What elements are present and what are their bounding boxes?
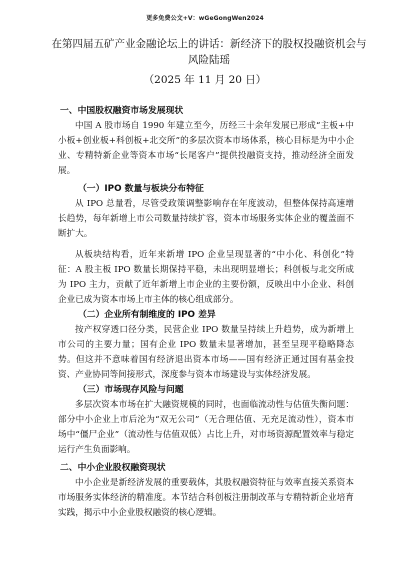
paragraph-s1-2-1: 按产权穿透口径分类，民营企业 IPO 数量呈持续上升趋势，成为新增上市公司的主要力量；国有企业 IPO 数量未显著增加，甚至呈现平稳略降态势。但这并不意味着国有经济退出资本市场——国有经济正通过国有基金投资、产业协同等间接形式，深度参与资本市场建设与实体经济发展。	[58, 325, 354, 380]
paragraph-s2-intro: 中小企业是新经济发展的重要载体，其股权融资特征与效率直接关系资本市场服务实体经济的精准度。本节结合科创板注册制改革与专精特新企业培育实践，揭示中小企业股权融资的核心逻辑。	[58, 478, 354, 518]
top-banner: 更多免费公文+V：wGeGongWen2024	[146, 15, 264, 22]
subsection-heading-1-3: （三）市场现存风险与问题	[78, 385, 184, 395]
document-body	[58, 104, 354, 521]
subsection-heading-1-1: （一）IPO 数量与板块分布特征	[78, 184, 204, 194]
paragraph-s1-1-2: 从板块结构看，近年来新增 IPO 企业呈现显著的“中小化、科创化”特征：A 股主板 IPO 数量长期保持平稳，未出现明显增长；科创板与北交所成为 IPO 主力，贡献了近年新增上市企业的主要份额，反映出中小企业、科创企业已成为资本市场上市主体的核心组成部分。	[58, 250, 354, 305]
subsection-heading-1-2: （二）企业所有制维度的 IPO 差异	[78, 310, 216, 320]
section-heading-1: 一、中国股权融资市场发展现状	[60, 106, 184, 116]
paragraph-s1-3-1: 多层次资本市场在扩大融资规模的同时，也面临流动性与估值失衡问题：部分中小企业上市后沦为“双无公司”（无合理估值、无充足流动性），资本市场中“僵尸企业”（流动性与估值双低）占比上升，对市场资源配置效率与稳定运行产生负面影响。	[58, 400, 354, 455]
document-date: （2025 年 11 月 20 日）	[143, 74, 267, 86]
paragraph-s1-1-1: 从 IPO 总量看，尽管受政策调整影响存在年度波动，但整体保持高速增长趋势，每年新增上市公司数量持续扩容，资本市场服务实体企业的覆盖面不断扩大。	[58, 199, 354, 239]
document-title: 在第四届五矿产业金融论坛上的讲话：新经济下的股权投融资机会与风险陆瑶	[51, 38, 367, 66]
section-heading-2: 二、中小企业股权融资现状	[60, 463, 166, 473]
paragraph-s1-intro: 中国 A 股市场自 1990 年建立至今，历经三十余年发展已形成“主板+中小板+创业板+科创板+北交所”的多层次资本市场体系，核心目标是为中小企业、专精特新企业等资本市场“长尾客户”提供投融资支持，推动经济全面发展。	[58, 121, 354, 176]
